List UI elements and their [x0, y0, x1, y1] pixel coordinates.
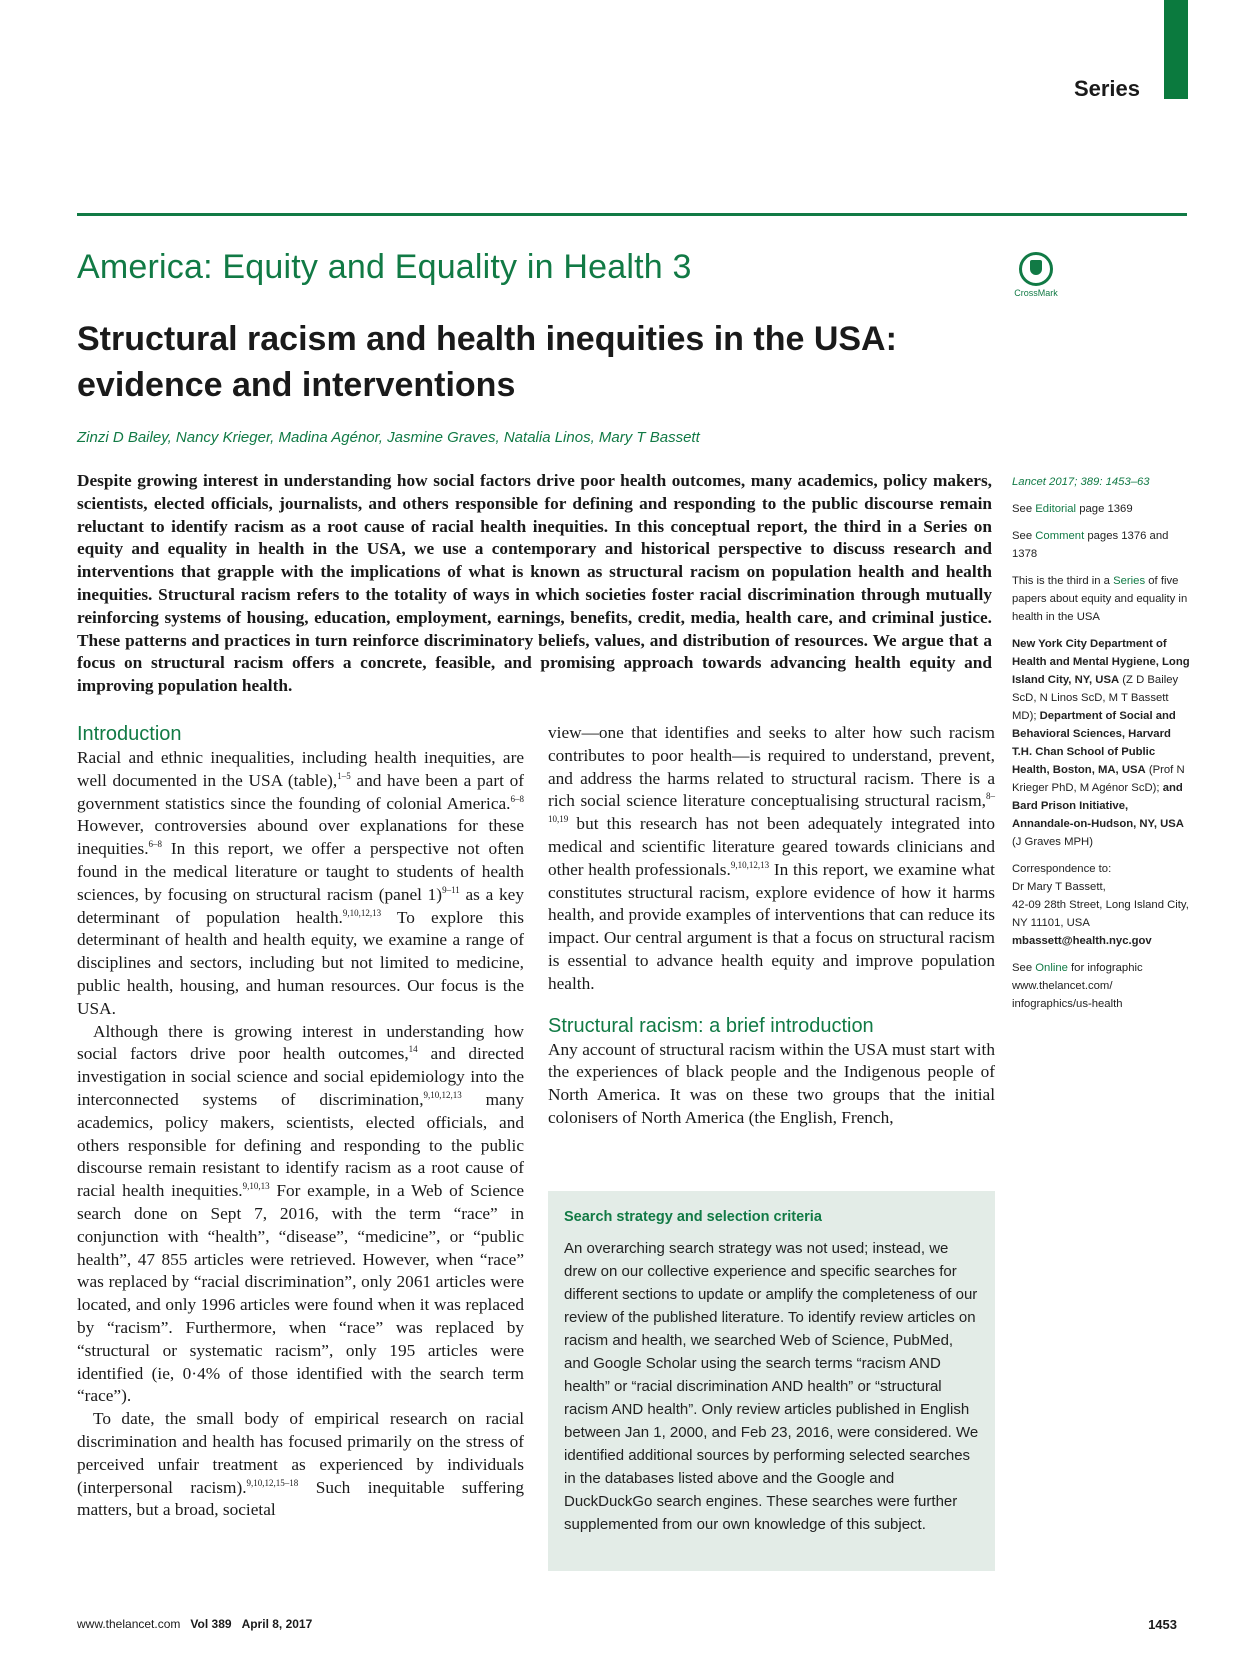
- series-note: This is the third in a Series of five papers about equity and equality in health in the USA: [1012, 575, 1188, 623]
- series-color-tab: [1164, 0, 1188, 99]
- correspondence: Correspondence to: Dr Mary T Bassett, 42-09 28th Street, Long Island City, NY 11101, USA mbassett@health.nyc.gov: [1012, 860, 1192, 950]
- article-sidebar: [1012, 473, 1192, 1022]
- header-rule: [77, 213, 1187, 216]
- citation-ref[interactable]: 9,10,13: [242, 1181, 270, 1192]
- citation-ref[interactable]: 9,10,12,13: [342, 907, 382, 918]
- journal-citation: Lancet 2017; 389: 1453–63: [1012, 476, 1150, 488]
- footer-volume: Vol 389: [190, 1617, 232, 1631]
- section-heading-introduction: Introduction: [77, 723, 182, 745]
- citation-ref[interactable]: 8–10,19: [548, 791, 995, 825]
- online-link[interactable]: Online: [1035, 962, 1068, 974]
- citation-ref[interactable]: 6–8: [148, 839, 163, 850]
- search-strategy-panel: [548, 1191, 995, 1571]
- comment-link[interactable]: Comment: [1035, 530, 1085, 542]
- author-list: Zinzi D Bailey, Nancy Krieger, Madina Agénor, Jasmine Graves, Natalia Linos, Mary T Bassett: [77, 429, 700, 446]
- citation-ref[interactable]: 1–5: [337, 771, 351, 782]
- panel-body: An overarching search strategy was not used; instead, we drew on our collective experience and specific searches for different sections to update or amplify the completeness of our review of the published literature. To identify review articles on racism and health, we searched Web of Science, PubMed, and Google Scholar using the search terms “racism AND health” or “racial discrimination AND health” or “structural racism AND health”. Only review articles published in English between Jan 1, 2000, and Feb 23, 2016, were considered. We identified additional sources by performing selected searches in the databases listed above and the Google and DuckDuckGo search engines. These searches were further supplemented from our own knowledge of this subject.: [564, 1240, 979, 1533]
- online-infographic: See Online for infographic www.thelancet.com/ infographics/us-health: [1012, 962, 1143, 1010]
- editorial-link[interactable]: Editorial: [1035, 503, 1077, 515]
- paragraph: Although there is growing interest in understanding how social factors drive poor health outcomes,$^{14}$ and directed investigation in social science and social epidemiology into the interconnected systems of discrimination,$^{9,10,12,13}$ many academics, policy makers, scientists, elected officials, and others responsible for defining and responding to the public discourse remain resistant to identify racism as a root cause of racial health inequities.$^{9,10,13}$ For example, in a Web of Science search done on Sept 7, 2016, with the term “race” in conjunction with “health”, “disease”, “medicine”, or “public health”, 47 855 articles were retrieved. However, when “race” was replaced by “racial discrimination”, only 2061 articles were located, and only 1996 articles were found when it was replaced by “racism”. Furthermore, when “race” was replaced by “structural or systematic racism”, only 195 articles were identified (ie, 0·4% of those identified with the search term “race”).: [77, 1021, 525, 1406]
- paragraph: Racial and ethnic inequalities, including health inequities, are well documented in the USA (table),$^{1-5}$ and have been a part of government statistics since the founding of colonial America.$^{6-8}$ However, controversies abound over explanations for these inequities.$^{6-8}$ In this report, we offer a perspective not often found in the medical literature or taught to students of health sciences, by focusing on structural racism (panel 1)$^{9-11}$ as a key determinant of population health.$^{9,10,12,13}$ To explore this determinant of health and health equity, we examine a range of disciplines and sectors, including but not limited to medicine, public health, housing, and human resources. Our focus is the USA.: [77, 748, 524, 1018]
- correspondence-email[interactable]: mbassett@health.nyc.gov: [1012, 935, 1152, 947]
- paragraph: To date, the small body of empirical research on racial discrimination and health has focused primarily on the stress of perceived unfair treatment as experienced by individuals (interpersonal racism).$^{9,10,12,15-18}$ Such inequitable suffering matters, but a broad, societal: [77, 1409, 524, 1520]
- citation-ref[interactable]: 14: [408, 1044, 418, 1055]
- footer-date: April 8, 2017: [241, 1617, 313, 1631]
- abstract: Despite growing interest in understanding how social factors drive poor health outcomes, many academics, policy makers, scientists, elected officials, journalists, and others responsible for defining and responding to the public discourse remain reluctant to identify racism as a root cause of racial health inequities. In this conceptual report, the third in a Series on equity and equality in health in the USA, we use a contemporary and historical perspective to discuss research and interventions that grapple with the implications of what is known as structural racism on population health and health inequities. Structural racism refers to the totality of ways in which societies foster racial discrimination through mutually reinforcing systems of housing, education, employment, earnings, benefits, credit, media, health care, and criminal justice. These patterns and practices in turn reinforce discriminatory beliefs, values, and distribution of resources. We argue that a focus on structural racism offers a concrete, feasible, and promising approach towards advancing health equity and improving population health.: [77, 471, 992, 696]
- citation-ref[interactable]: 9,10,12,13: [730, 860, 770, 871]
- body-column-left: [77, 722, 524, 1522]
- paragraph: Any account of structural racism within the USA must start with the experiences of black people and the Indigenous people of North America. It was on these two groups that the initial colonisers of North America (the English, French,: [548, 1039, 995, 1127]
- series-label: Series: [1073, 76, 1140, 101]
- article-title: Structural racism and health inequities in the USA: evidence and interventions: [77, 320, 897, 404]
- crossmark-icon: [1019, 252, 1053, 286]
- footer-site[interactable]: www.thelancet.com: [77, 1617, 181, 1631]
- crossmark-badge[interactable]: [1012, 252, 1060, 298]
- see-editorial: See Editorial page 1369: [1012, 503, 1133, 515]
- author-affiliations: New York City Department of Health and Mental Hygiene, Long Island City, NY, USA (Z D Bailey ScD, N Linos ScD, M T Bassett MD); Department of Social and Behavioral Sciences, Harvard T.H. Chan School of Public Health, Boston, MA, USA (Prof N Krieger PhD, M Agénor ScD); and Bard Prison Initiative, Annandale-on-Hudson, NY, USA (J Graves MPH): [1012, 638, 1190, 848]
- see-comment: See Comment pages 1376 and 1378: [1012, 530, 1169, 560]
- page-footer: [77, 1617, 312, 1631]
- panel-title: Search strategy and selection criteria: [564, 1209, 822, 1225]
- citation-ref[interactable]: 6–8: [510, 793, 524, 804]
- paragraph: view—one that identifies and seeks to alter how such racism contributes to poor health—is required to understand, prevent, and address the harms related to structural racism. There is a rich social science literature conceptualising structural racism,$^{8-10,19}$ but this research has not been adequately integrated into medical and scientific literature geared towards clinicians and other health professionals.$^{9,10,12,13}$ In this report, we examine what constitutes structural racism, explore evidence of how it harms health, and provide examples of interventions that can reduce its impact. Our central argument is that a focus on structural racism is essential to advance health equity and improve population health.: [548, 723, 995, 993]
- body-column-right: [548, 722, 995, 1130]
- citation-ref[interactable]: 9,10,12,13: [423, 1090, 462, 1101]
- series-link[interactable]: Series: [1113, 575, 1146, 587]
- citation-ref[interactable]: 9,10,12,15–18: [246, 1477, 299, 1488]
- series-title: America: Equity and Equality in Health 3: [77, 248, 692, 286]
- crossmark-label: CrossMark: [1014, 288, 1058, 298]
- section-heading-structural-racism: Structural racism: a brief introduction: [548, 1014, 874, 1037]
- page-number: 1453: [1148, 1617, 1177, 1632]
- citation-ref[interactable]: 9–11: [442, 885, 460, 896]
